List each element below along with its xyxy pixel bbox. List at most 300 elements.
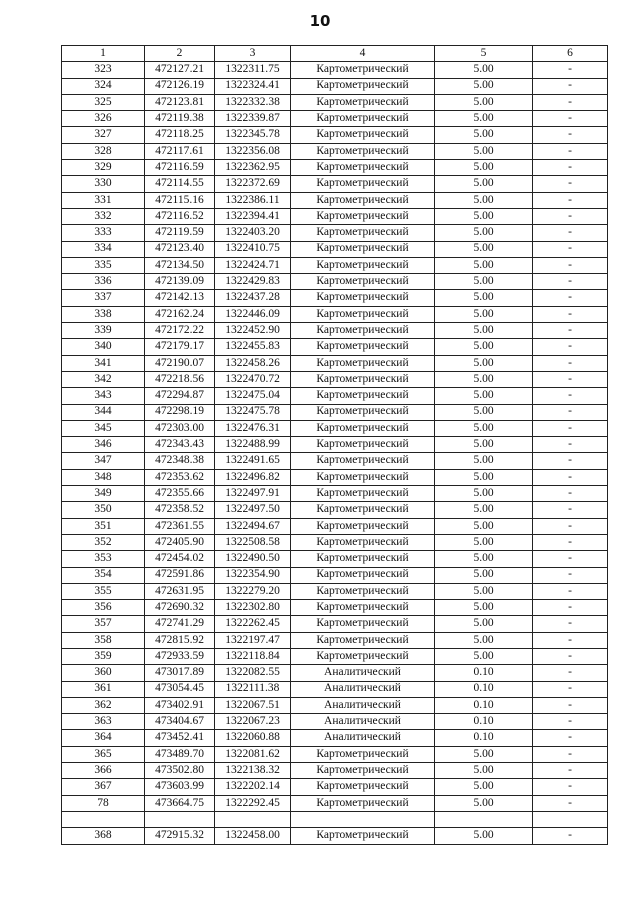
cell-coordinate-x: 472115.16 [145, 192, 215, 208]
cell-method: Картометрический [291, 127, 435, 143]
cell-accuracy: 5.00 [435, 192, 533, 208]
cell-note: - [533, 290, 608, 306]
cell-point-number: 336 [62, 274, 145, 290]
cell-coordinate-y: 1322081.62 [215, 746, 291, 762]
cell-accuracy: 5.00 [435, 94, 533, 110]
cell-method: Аналитический [291, 714, 435, 730]
cell-point-number: 328 [62, 143, 145, 159]
cell-coordinate-x: 472915.32 [145, 828, 215, 844]
cell-accuracy: 5.00 [435, 632, 533, 648]
table-row [62, 730, 608, 746]
cell-point-number: 357 [62, 616, 145, 632]
cell-method: Картометрический [291, 518, 435, 534]
cell-point-number [62, 811, 145, 827]
cell-point-number: 337 [62, 290, 145, 306]
cell-coordinate-y: 1322356.08 [215, 143, 291, 159]
cell-coordinate-y: 1322197.47 [215, 632, 291, 648]
cell-accuracy: 0.10 [435, 714, 533, 730]
cell-accuracy: 5.00 [435, 339, 533, 355]
cell-accuracy: 5.00 [435, 388, 533, 404]
cell-coordinate-y: 1322429.83 [215, 274, 291, 290]
cell-point-number: 330 [62, 176, 145, 192]
cell-method: Картометрический [291, 257, 435, 273]
cell-accuracy: 5.00 [435, 208, 533, 224]
cell-accuracy: 5.00 [435, 502, 533, 518]
cell-method: Картометрический [291, 583, 435, 599]
cell-coordinate-x: 472118.25 [145, 127, 215, 143]
cell-method: Картометрический [291, 616, 435, 632]
cell-coordinate-x: 472405.90 [145, 534, 215, 550]
cell-point-number: 347 [62, 453, 145, 469]
cell-coordinate-y: 1322345.78 [215, 127, 291, 143]
cell-accuracy: 5.00 [435, 437, 533, 453]
table-row [62, 111, 608, 127]
cell-coordinate-x: 472298.19 [145, 404, 215, 420]
cell-method: Картометрический [291, 94, 435, 110]
header-row [62, 46, 608, 62]
cell-note: - [533, 208, 608, 224]
cell-coordinate-x: 472134.50 [145, 257, 215, 273]
cell-point-number: 326 [62, 111, 145, 127]
cell-note: - [533, 665, 608, 681]
table-row [62, 811, 608, 827]
cell-coordinate-y: 1322496.82 [215, 469, 291, 485]
cell-method: Картометрический [291, 795, 435, 811]
cell-method: Картометрический [291, 176, 435, 192]
cell-accuracy: 5.00 [435, 534, 533, 550]
table-row [62, 241, 608, 257]
cell-accuracy: 5.00 [435, 420, 533, 436]
header-cell-6: 6 [533, 46, 608, 62]
table-row [62, 94, 608, 110]
cell-note: - [533, 176, 608, 192]
cell-note: - [533, 681, 608, 697]
cell-coordinate-y: 1322497.91 [215, 486, 291, 502]
table-row [62, 290, 608, 306]
cell-accuracy: 5.00 [435, 648, 533, 664]
cell-accuracy: 5.00 [435, 779, 533, 795]
cell-note: - [533, 257, 608, 273]
cell-accuracy: 0.10 [435, 681, 533, 697]
cell-accuracy: 5.00 [435, 323, 533, 339]
header-cell-2: 2 [145, 46, 215, 62]
cell-method: Картометрический [291, 225, 435, 241]
cell-point-number: 342 [62, 371, 145, 387]
cell-note: - [533, 225, 608, 241]
cell-accuracy: 5.00 [435, 78, 533, 94]
cell-point-number: 364 [62, 730, 145, 746]
table-row [62, 567, 608, 583]
cell-point-number: 349 [62, 486, 145, 502]
table-row [62, 486, 608, 502]
cell-accuracy: 5.00 [435, 241, 533, 257]
cell-point-number: 355 [62, 583, 145, 599]
cell-coordinate-x: 472933.59 [145, 648, 215, 664]
cell-coordinate-y [215, 811, 291, 827]
cell-method: Аналитический [291, 730, 435, 746]
cell-accuracy: 5.00 [435, 62, 533, 78]
table-row [62, 355, 608, 371]
cell-accuracy: 5.00 [435, 518, 533, 534]
cell-method: Картометрический [291, 371, 435, 387]
cell-point-number: 329 [62, 160, 145, 176]
cell-note: - [533, 616, 608, 632]
cell-method: Картометрический [291, 779, 435, 795]
cell-coordinate-y: 1322394.41 [215, 208, 291, 224]
cell-point-number: 335 [62, 257, 145, 273]
cell-note: - [533, 388, 608, 404]
cell-coordinate-y: 1322410.75 [215, 241, 291, 257]
cell-method: Картометрический [291, 420, 435, 436]
cell-accuracy: 5.00 [435, 763, 533, 779]
cell-note: - [533, 795, 608, 811]
table-row [62, 388, 608, 404]
cell-point-number: 358 [62, 632, 145, 648]
cell-note: - [533, 94, 608, 110]
table-row [62, 176, 608, 192]
cell-note: - [533, 828, 608, 844]
table-row [62, 681, 608, 697]
table-row [62, 420, 608, 436]
cell-coordinate-y: 1322491.65 [215, 453, 291, 469]
cell-coordinate-x: 472358.52 [145, 502, 215, 518]
cell-note: - [533, 371, 608, 387]
header-cell-1: 1 [62, 46, 145, 62]
cell-method: Картометрический [291, 828, 435, 844]
cell-accuracy: 5.00 [435, 355, 533, 371]
cell-note: - [533, 600, 608, 616]
cell-coordinate-x: 473054.45 [145, 681, 215, 697]
cell-coordinate-y: 1322067.51 [215, 697, 291, 713]
cell-point-number: 333 [62, 225, 145, 241]
cell-coordinate-y: 1322111.38 [215, 681, 291, 697]
cell-coordinate-y: 1322324.41 [215, 78, 291, 94]
table-body [62, 62, 608, 844]
cell-method: Картометрический [291, 486, 435, 502]
cell-coordinate-x: 472690.32 [145, 600, 215, 616]
cell-point-number: 360 [62, 665, 145, 681]
cell-coordinate-y: 1322311.75 [215, 62, 291, 78]
cell-coordinate-y: 1322279.20 [215, 583, 291, 599]
table-row [62, 746, 608, 762]
table-row [62, 274, 608, 290]
cell-coordinate-x: 472117.61 [145, 143, 215, 159]
table-row [62, 371, 608, 387]
cell-note: - [533, 339, 608, 355]
table-row [62, 616, 608, 632]
cell-coordinate-y: 1322403.20 [215, 225, 291, 241]
table-row [62, 795, 608, 811]
cell-method: Картометрический [291, 62, 435, 78]
cell-point-number: 363 [62, 714, 145, 730]
cell-point-number: 362 [62, 697, 145, 713]
cell-coordinate-x [145, 811, 215, 827]
table-row [62, 502, 608, 518]
table-row [62, 339, 608, 355]
cell-coordinate-x: 473017.89 [145, 665, 215, 681]
cell-coordinate-y: 1322332.38 [215, 94, 291, 110]
cell-coordinate-y: 1322476.31 [215, 420, 291, 436]
table-row [62, 160, 608, 176]
cell-method: Картометрический [291, 290, 435, 306]
header-cell-3: 3 [215, 46, 291, 62]
coordinates-table [61, 45, 608, 845]
cell-method: Картометрический [291, 600, 435, 616]
cell-note: - [533, 62, 608, 78]
cell-point-number: 356 [62, 600, 145, 616]
cell-point-number: 348 [62, 469, 145, 485]
cell-coordinate-y: 1322372.69 [215, 176, 291, 192]
cell-accuracy: 5.00 [435, 600, 533, 616]
cell-note: - [533, 143, 608, 159]
table-row [62, 225, 608, 241]
cell-coordinate-x: 473489.70 [145, 746, 215, 762]
cell-coordinate-x: 472815.92 [145, 632, 215, 648]
cell-method: Картометрический [291, 208, 435, 224]
cell-method [291, 811, 435, 827]
cell-method: Картометрический [291, 404, 435, 420]
cell-method: Аналитический [291, 665, 435, 681]
cell-coordinate-y: 1322458.00 [215, 828, 291, 844]
cell-coordinate-x: 472127.21 [145, 62, 215, 78]
cell-coordinate-x: 472116.59 [145, 160, 215, 176]
cell-coordinate-x: 472190.07 [145, 355, 215, 371]
cell-accuracy: 5.00 [435, 551, 533, 567]
cell-note: - [533, 306, 608, 322]
cell-accuracy: 5.00 [435, 257, 533, 273]
cell-note: - [533, 160, 608, 176]
cell-point-number: 334 [62, 241, 145, 257]
cell-note: - [533, 420, 608, 436]
table-row [62, 583, 608, 599]
cell-point-number: 367 [62, 779, 145, 795]
table-row [62, 551, 608, 567]
cell-accuracy: 5.00 [435, 306, 533, 322]
cell-coordinate-x: 473452.41 [145, 730, 215, 746]
cell-coordinate-y: 1322354.90 [215, 567, 291, 583]
cell-coordinate-y: 1322138.32 [215, 763, 291, 779]
cell-accuracy: 5.00 [435, 176, 533, 192]
cell-method: Картометрический [291, 437, 435, 453]
cell-method: Картометрический [291, 453, 435, 469]
table-row [62, 697, 608, 713]
cell-point-number: 361 [62, 681, 145, 697]
cell-coordinate-x: 472162.24 [145, 306, 215, 322]
cell-note: - [533, 78, 608, 94]
cell-note: - [533, 111, 608, 127]
table-row [62, 208, 608, 224]
cell-coordinate-x: 472179.17 [145, 339, 215, 355]
cell-method: Картометрический [291, 567, 435, 583]
cell-method: Картометрический [291, 355, 435, 371]
cell-point-number: 332 [62, 208, 145, 224]
cell-accuracy [435, 811, 533, 827]
cell-coordinate-y: 1322118.84 [215, 648, 291, 664]
table-row [62, 518, 608, 534]
cell-note: - [533, 697, 608, 713]
cell-note: - [533, 648, 608, 664]
cell-accuracy: 5.00 [435, 746, 533, 762]
cell-point-number: 339 [62, 323, 145, 339]
cell-accuracy: 5.00 [435, 404, 533, 420]
cell-coordinate-x: 473502.80 [145, 763, 215, 779]
cell-coordinate-x: 472172.22 [145, 323, 215, 339]
cell-accuracy: 5.00 [435, 127, 533, 143]
cell-note: - [533, 323, 608, 339]
cell-point-number: 368 [62, 828, 145, 844]
cell-point-number: 351 [62, 518, 145, 534]
cell-coordinate-x: 473664.75 [145, 795, 215, 811]
cell-coordinate-y: 1322067.23 [215, 714, 291, 730]
table-row [62, 763, 608, 779]
cell-coordinate-x: 473603.99 [145, 779, 215, 795]
cell-coordinate-x: 472454.02 [145, 551, 215, 567]
table-row [62, 534, 608, 550]
cell-method: Картометрический [291, 111, 435, 127]
cell-note: - [533, 355, 608, 371]
cell-point-number: 323 [62, 62, 145, 78]
table-row [62, 404, 608, 420]
cell-coordinate-y: 1322262.45 [215, 616, 291, 632]
cell-method: Картометрический [291, 388, 435, 404]
cell-method: Картометрический [291, 502, 435, 518]
cell-point-number: 341 [62, 355, 145, 371]
cell-note: - [533, 567, 608, 583]
cell-method: Картометрический [291, 632, 435, 648]
cell-coordinate-y: 1322494.67 [215, 518, 291, 534]
cell-note: - [533, 746, 608, 762]
table-row [62, 648, 608, 664]
cell-method: Картометрический [291, 746, 435, 762]
table-row [62, 437, 608, 453]
cell-coordinate-x: 472591.86 [145, 567, 215, 583]
cell-point-number: 365 [62, 746, 145, 762]
cell-note: - [533, 274, 608, 290]
cell-accuracy: 5.00 [435, 143, 533, 159]
cell-method: Картометрический [291, 241, 435, 257]
cell-method: Картометрический [291, 534, 435, 550]
table-row [62, 143, 608, 159]
cell-coordinate-y: 1322475.78 [215, 404, 291, 420]
cell-accuracy: 5.00 [435, 828, 533, 844]
cell-note: - [533, 127, 608, 143]
cell-coordinate-y: 1322497.50 [215, 502, 291, 518]
cell-coordinate-x: 472361.55 [145, 518, 215, 534]
cell-coordinate-x: 472142.13 [145, 290, 215, 306]
cell-accuracy: 5.00 [435, 225, 533, 241]
cell-note: - [533, 469, 608, 485]
cell-note: - [533, 502, 608, 518]
cell-accuracy: 5.00 [435, 290, 533, 306]
cell-accuracy: 5.00 [435, 111, 533, 127]
cell-method: Картометрический [291, 339, 435, 355]
cell-accuracy: 0.10 [435, 730, 533, 746]
cell-method: Картометрический [291, 192, 435, 208]
cell-coordinate-y: 1322362.95 [215, 160, 291, 176]
cell-accuracy: 5.00 [435, 567, 533, 583]
cell-coordinate-y: 1322386.11 [215, 192, 291, 208]
table-header [62, 46, 608, 62]
cell-accuracy: 5.00 [435, 583, 533, 599]
cell-note: - [533, 534, 608, 550]
cell-coordinate-x: 472114.55 [145, 176, 215, 192]
cell-note [533, 811, 608, 827]
cell-accuracy: 5.00 [435, 371, 533, 387]
cell-note: - [533, 730, 608, 746]
cell-coordinate-y: 1322292.45 [215, 795, 291, 811]
table-row [62, 469, 608, 485]
cell-accuracy: 5.00 [435, 486, 533, 502]
cell-accuracy: 0.10 [435, 697, 533, 713]
cell-point-number: 346 [62, 437, 145, 453]
cell-accuracy: 0.10 [435, 665, 533, 681]
cell-point-number: 325 [62, 94, 145, 110]
cell-point-number: 345 [62, 420, 145, 436]
cell-note: - [533, 551, 608, 567]
cell-method: Аналитический [291, 697, 435, 713]
cell-coordinate-y: 1322339.87 [215, 111, 291, 127]
cell-coordinate-y: 1322302.80 [215, 600, 291, 616]
cell-accuracy: 5.00 [435, 453, 533, 469]
cell-point-number: 359 [62, 648, 145, 664]
table-row [62, 600, 608, 616]
cell-coordinate-y: 1322082.55 [215, 665, 291, 681]
cell-note: - [533, 518, 608, 534]
table-row [62, 78, 608, 94]
table-row [62, 257, 608, 273]
cell-coordinate-y: 1322424.71 [215, 257, 291, 273]
cell-method: Картометрический [291, 323, 435, 339]
cell-coordinate-x: 472303.00 [145, 420, 215, 436]
cell-coordinate-x: 472126.19 [145, 78, 215, 94]
cell-note: - [533, 437, 608, 453]
cell-coordinate-y: 1322455.83 [215, 339, 291, 355]
cell-note: - [533, 404, 608, 420]
cell-point-number: 352 [62, 534, 145, 550]
cell-point-number: 344 [62, 404, 145, 420]
cell-coordinate-x: 473402.91 [145, 697, 215, 713]
page-number: 10 [309, 12, 331, 30]
cell-method: Картометрический [291, 648, 435, 664]
table-row [62, 62, 608, 78]
cell-coordinate-x: 472343.43 [145, 437, 215, 453]
cell-coordinate-x: 472294.87 [145, 388, 215, 404]
table-row [62, 323, 608, 339]
cell-point-number: 338 [62, 306, 145, 322]
cell-point-number: 340 [62, 339, 145, 355]
table-row [62, 127, 608, 143]
cell-coordinate-x: 472119.38 [145, 111, 215, 127]
cell-method: Картометрический [291, 306, 435, 322]
cell-coordinate-y: 1322202.14 [215, 779, 291, 795]
cell-coordinate-x: 472139.09 [145, 274, 215, 290]
cell-accuracy: 5.00 [435, 616, 533, 632]
cell-coordinate-y: 1322470.72 [215, 371, 291, 387]
table-row [62, 828, 608, 844]
cell-method: Картометрический [291, 763, 435, 779]
cell-point-number: 366 [62, 763, 145, 779]
cell-point-number: 331 [62, 192, 145, 208]
cell-method: Картометрический [291, 274, 435, 290]
cell-coordinate-y: 1322508.58 [215, 534, 291, 550]
cell-method: Картометрический [291, 78, 435, 94]
cell-coordinate-y: 1322490.50 [215, 551, 291, 567]
cell-coordinate-y: 1322488.99 [215, 437, 291, 453]
cell-coordinate-x: 473404.67 [145, 714, 215, 730]
cell-point-number: 343 [62, 388, 145, 404]
cell-method: Картометрический [291, 143, 435, 159]
cell-accuracy: 5.00 [435, 160, 533, 176]
